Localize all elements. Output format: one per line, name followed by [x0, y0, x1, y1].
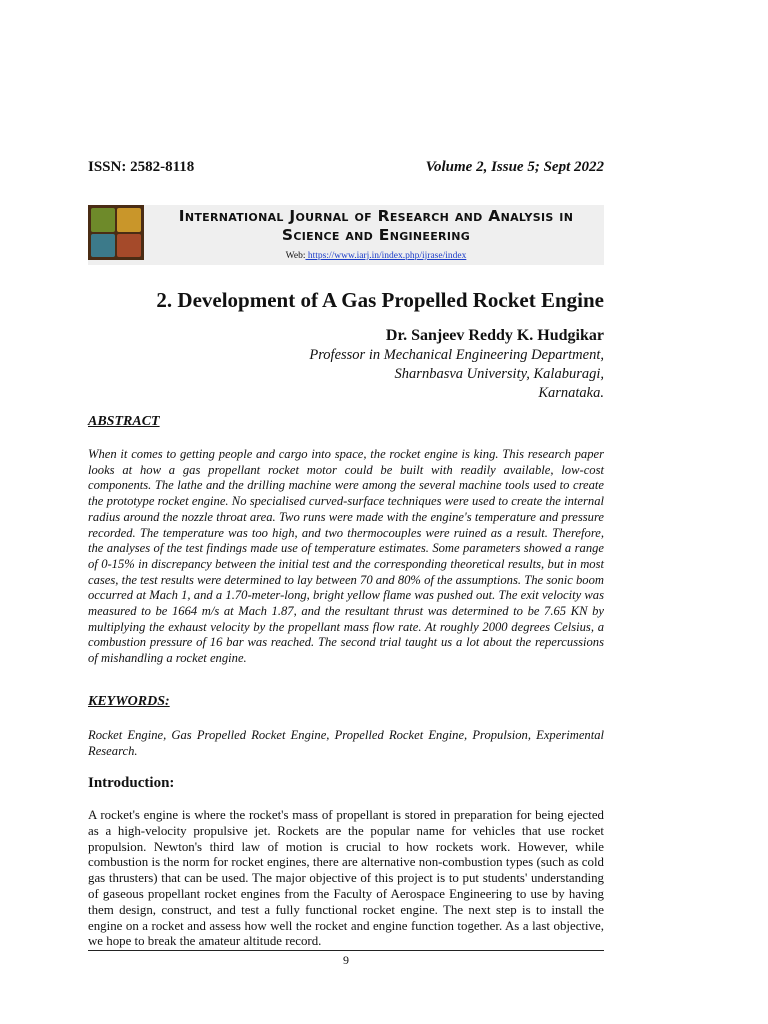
journal-title: International Journal of Research and Analysis in Science and Engineering — [178, 207, 574, 244]
abstract-text: When it comes to getting people and cargo into space, the rocket engine is king. This research paper looks at how a gas propellant rocket motor could be built with readily available, low-cost components. The lathe and the drilling machine were among the several machine tools used to create the prototype rocket engine. No specialised curved-surface techniques were used to create the internal radius around the nozzle throat area. Two runs were made with the engine's temperature and pressure recorded. The temperature was too high, and two thermocouples were ruined as a result. Therefore, the analyses of the test findings made use of temperature estimates. Some parameters showed a range of 0-15% in discrepancy between the initial test and the corresponding theoretical results, but in most cases, the test results were determined to lay between 70 and 80% of the assumptions. The sonic boom occurred at Mach 1, and a 1.70-meter-long, bright yellow flame was pushed out. The exit velocity was measured to be 1664 m/s at Mach 1.87, and the resultant thrust was determined to be 7.65 KN by multiplying the exhaust velocity by the propellant mass flow rate. At roughly 2000 degrees Celsius, a combustion pressure of 16 bar was reached. The second trial taught us a lot about the repercussions of mishandling a rocket engine. — [88, 447, 604, 666]
author-affiliation — [88, 346, 604, 403]
abstract-heading: ABSTRACT — [88, 414, 160, 429]
keywords-heading: KEYWORDS: — [88, 694, 170, 709]
page-number: 9 — [343, 953, 349, 967]
issue-header — [88, 159, 604, 176]
affiliation-line: Sharnbasva University, Kalaburagi, — [394, 366, 604, 382]
volume-issue: Volume 2, Issue 5; Sept 2022 — [425, 159, 604, 175]
affiliation-line: Professor in Mechanical Engineering Department, — [309, 347, 604, 363]
author-name: Dr. Sanjeev Reddy K. Hudgikar — [385, 327, 604, 344]
web-label: Web: — [285, 251, 306, 261]
journal-web — [148, 251, 604, 261]
footer-divider — [88, 950, 604, 951]
keywords-text: Rocket Engine, Gas Propelled Rocket Engine, Propelled Rocket Engine, Propulsion, Experimental Research. — [88, 728, 604, 758]
introduction-heading: Introduction: — [88, 775, 175, 791]
affiliation-line: Karnataka. — [538, 385, 604, 401]
journal-banner — [88, 205, 604, 265]
issn: ISSN: 2582-8118 — [88, 159, 195, 175]
introduction-text: A rocket's engine is where the rocket's mass of propellant is stored in preparation for being ejected as a high-velocity propulsive jet. Rockets are the popular name for vehicles that use rocket propulsion. Newton's third law of motion is crucial to how rockets work. However, while combustion is the norm for rocket engines, there are alternative non-combustion types (such as cold gas thrusters) that can be used. The major objective of this project is to put students' understanding of gaseous propellant rocket engines from the Faculty of Aerospace Engineering to use by having them design, construct, and test a fully functional rocket engine. The next step is to install the engine on a rocket and assess how well the rocket and engine function together. As a last objective, we hope to break the amateur altitude record. — [88, 808, 604, 949]
journal-web-link[interactable]: https://www.iarj.in/index.php/ijrase/index — [305, 251, 467, 261]
journal-logo-icon — [88, 205, 144, 260]
paper-title: 2. Development of A Gas Propelled Rocket Engine — [156, 288, 604, 312]
